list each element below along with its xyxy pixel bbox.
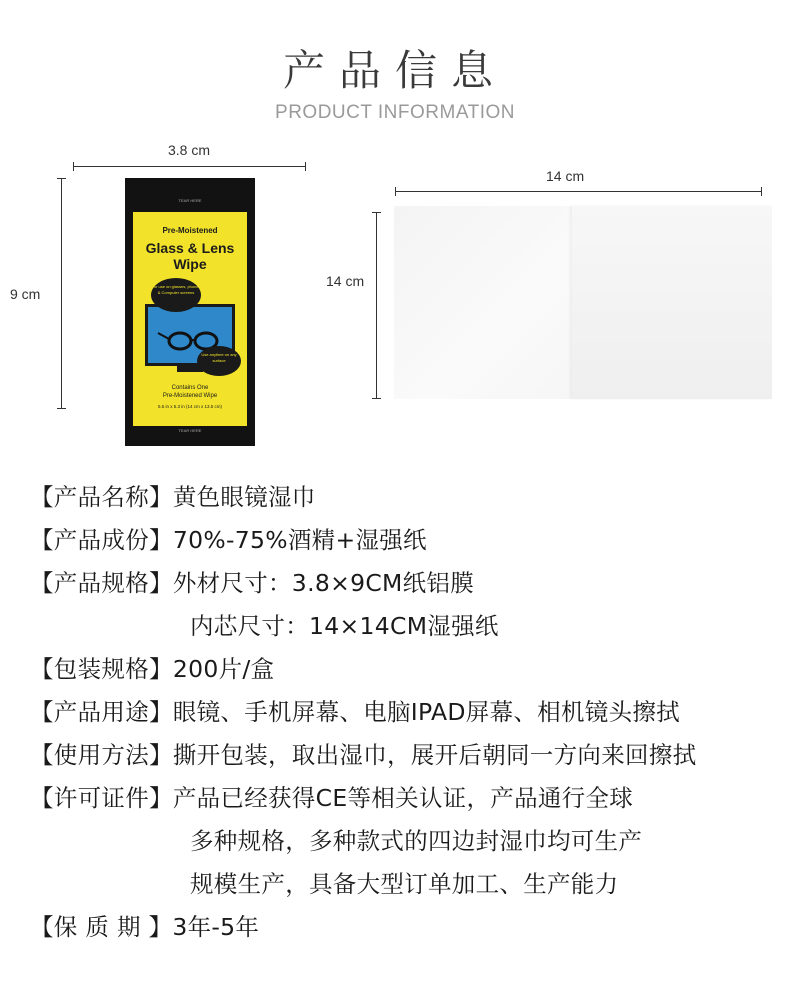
spec-row-license-3	[190, 865, 618, 899]
package-contains-line1: Contains One	[171, 385, 209, 391]
spec-row-license	[30, 779, 633, 813]
page-title: 产品信息	[282, 46, 507, 95]
package-premoistened: Pre-Moistened	[162, 226, 218, 235]
spec-value: 200片/盒	[172, 655, 275, 683]
spec-label: 【使用方法】	[30, 741, 173, 769]
spec-row-method	[30, 736, 696, 770]
tear-here-bottom: TEAR HERE	[178, 428, 202, 433]
spec-row-name	[30, 478, 316, 512]
wipe-width-tick-left	[395, 187, 396, 196]
package-height-tick-bottom	[57, 408, 66, 409]
package-width-line	[73, 166, 306, 167]
wipe-height-tick-bottom	[372, 398, 381, 399]
spec-label: 【产品名称】	[30, 483, 173, 511]
page-subtitle: PRODUCT INFORMATION	[275, 102, 515, 123]
spec-row-usage	[30, 693, 680, 727]
package-name-line2: Wipe	[173, 256, 207, 272]
use-on-badge: Use anytime on any surface	[197, 346, 241, 376]
spec-value: 多种规格，多种款式的四边封湿巾均可生产	[190, 827, 643, 855]
spec-value: 3年-5年	[172, 913, 260, 941]
wipe-height-line	[376, 212, 377, 399]
package-height-line	[61, 178, 62, 409]
spec-row-packaging	[30, 650, 274, 684]
package-name-line1: Glass & Lens	[145, 240, 235, 256]
package-size-text: 5.5 in x 5.3 in (14 cm x 13.5 cm)	[157, 404, 223, 409]
spec-value: 产品已经获得CE等相关认证，产品通行全球	[172, 784, 634, 812]
spec-value: 撕开包装，取出湿巾，展开后朝同一方向来回擦拭	[172, 741, 697, 769]
spec-label: 【产品成份】	[30, 526, 173, 554]
spec-row-shelf-life	[30, 908, 259, 942]
wipe-width-line	[395, 191, 762, 192]
for-use-badge: For use on glasses, phones & Computer screens	[151, 278, 201, 312]
wipe-height-label: 14 cm	[326, 273, 365, 289]
spec-label: 【保 质 期 】	[30, 913, 173, 941]
wipe-fold	[572, 206, 772, 399]
package-height-label: 9 cm	[10, 286, 41, 302]
package-width-label: 3.8 cm	[168, 142, 211, 158]
wipe-height-tick-top	[372, 212, 381, 213]
package-width-tick-left	[73, 162, 74, 171]
spec-row-ingredients	[30, 521, 427, 555]
package-width-tick-right	[305, 162, 306, 171]
spec-value: 眼镜、手机屏幕、电脑IPAD屏幕、相机镜头擦拭	[172, 698, 680, 726]
spec-value: 黄色眼镜湿巾	[172, 483, 316, 511]
spec-label: 【产品用途】	[30, 698, 173, 726]
spec-row-size-inner	[190, 607, 499, 641]
spec-value: 内芯尺寸：14×14CM湿强纸	[190, 612, 499, 640]
wipe-sheet-image	[394, 206, 770, 399]
wipe-width-label: 14 cm	[546, 168, 585, 184]
spec-value: 规模生产，具备大型订单加工、生产能力	[190, 870, 619, 898]
spec-label: 【产品规格】	[30, 569, 173, 597]
package-label	[133, 212, 247, 426]
spec-row-license-2	[190, 822, 642, 856]
wipe-width-tick-right	[761, 187, 762, 196]
package-contains-line2: Pre-Moistened Wipe	[162, 393, 218, 399]
spec-row-size	[30, 564, 474, 598]
spec-value: 70%-75%酒精+湿强纸	[172, 526, 427, 554]
spec-value: 外材尺寸：3.8×9CM纸铝膜	[172, 569, 475, 597]
tear-here-top: TEAR HERE	[178, 198, 202, 203]
wipe-package	[125, 178, 255, 446]
package-height-tick-top	[57, 178, 66, 179]
package-contains	[133, 384, 247, 400]
spec-label: 【许可证件】	[30, 784, 173, 812]
spec-label: 【包装规格】	[30, 655, 173, 683]
